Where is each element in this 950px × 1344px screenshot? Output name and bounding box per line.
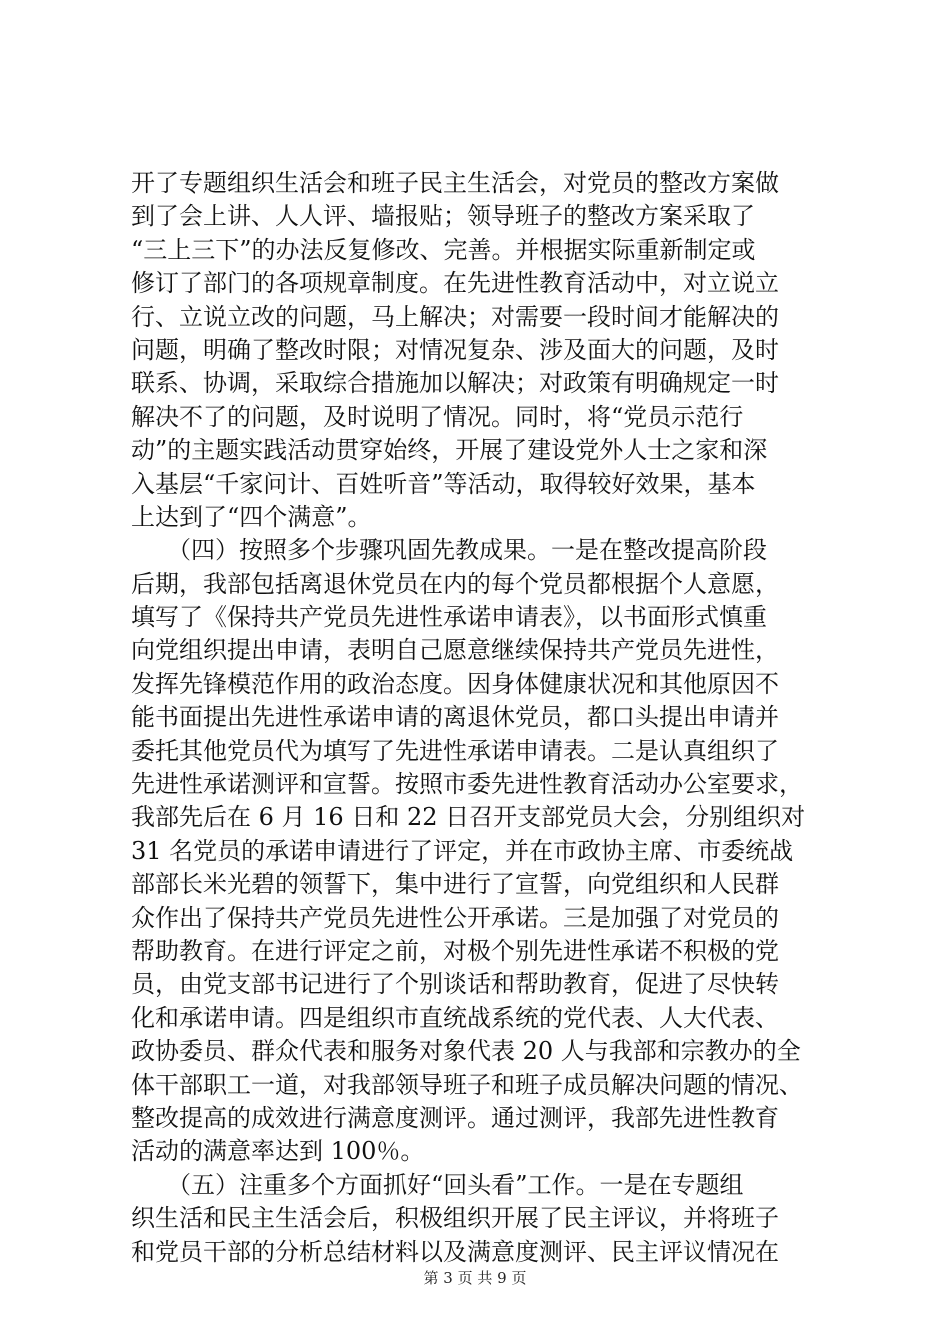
- text-line: 和党员干部的分析总结材料以及满意度测评、民主评议情况在: [131, 1237, 779, 1266]
- text-line: 修订了部门的各项规章制度。在先进性教育活动中，对立说立: [131, 269, 779, 298]
- text-line: 能书面提出先进性承诺申请的离退休党员，都口头提出申请并: [131, 703, 779, 732]
- text-line: 入基层“千家问计、百姓听音”等活动，取得较好效果，基本: [131, 469, 756, 498]
- text-line: 员，由党支部书记进行了个别谈话和帮助教育，促进了尽快转: [131, 970, 779, 999]
- text-line: 开了专题组织生活会和班子民主生活会，对党员的整改方案做: [131, 169, 779, 197]
- text-line: 活动的满意率达到 100％。: [131, 1137, 425, 1166]
- text-line: 帮助教育。在进行评定之前，对极个别先进性承诺不积极的党: [131, 936, 779, 965]
- text-line: 发挥先锋模范作用的政治态度。因身体健康状况和其他原因不: [131, 669, 779, 698]
- text-line: 众作出了保持共产党员先进性公开承诺。三是加强了对党员的: [131, 903, 779, 932]
- text-line: 向党组织提出申请，表明自己愿意继续保持共产党员先进性，: [131, 636, 779, 665]
- text-line: 填写了《保持共产党员先进性承诺申请表》，以书面形式慎重: [131, 603, 767, 632]
- text-line: 行、立说立改的问题，马上解决；对需要一段时间才能解决的: [131, 302, 779, 331]
- text-line: 上达到了“四个满意”。: [131, 502, 372, 531]
- text-line: 部部长米光碧的领誓下，集中进行了宣誓，向党组织和人民群: [131, 870, 779, 899]
- text-line: 31 名党员的承诺申请进行了评定，并在市政协主席、市委统战: [131, 836, 794, 865]
- text-line: 到了会上讲、人人评、墙报贴；领导班子的整改方案采取了: [131, 202, 755, 231]
- text-line: 政协委员、群众代表和服务对象代表 20 人与我部和宗教办的全: [131, 1037, 801, 1066]
- text-line: 后期，我部包括离退休党员在内的每个党员都根据个人意愿，: [131, 569, 779, 598]
- text-line: （五）注重多个方面抓好“回头看”工作。一是在专题组: [131, 1170, 744, 1199]
- text-line: 整改提高的成效进行满意度测评。通过测评，我部先进性教育: [131, 1103, 779, 1132]
- text-line: 问题，明确了整改时限；对情况复杂、涉及面大的问题，及时: [131, 335, 779, 364]
- text-line: 织生活和民主生活会后，积极组织开展了民主评议，并将班子: [131, 1204, 779, 1233]
- page-footer: 第 3 页 共 9 页: [423, 1269, 527, 1287]
- document-body: [131, 167, 831, 1269]
- text-line: 解决不了的问题，及时说明了情况。同时，将“党员示范行: [131, 402, 744, 431]
- text-line: （四）按照多个步骤巩固先教成果。一是在整改提高阶段: [131, 536, 767, 565]
- text-line: 体干部职工一道，对我部领导班子和班子成员解决问题的情况、: [131, 1070, 803, 1099]
- text-line: 动”的主题实践活动贯穿始终，开展了建设党外人士之家和深: [131, 436, 768, 465]
- text-line: 联系、协调，采取综合措施加以解决；对政策有明确规定一时: [131, 369, 779, 398]
- text-line: 先进性承诺测评和宣誓。按照市委先进性教育活动办公室要求，: [131, 770, 803, 799]
- text-line: 化和承诺申请。四是组织市直统战系统的党代表、人大代表、: [131, 1003, 779, 1032]
- text-line: 委托其他党员代为填写了先进性承诺申请表。二是认真组织了: [131, 736, 779, 765]
- text-line: “三上三下”的办法反复修改、完善。并根据实际重新制定或: [131, 235, 756, 264]
- text-line: 我部先后在 6 月 16 日和 22 日召开支部党员大会，分别组织对: [131, 803, 806, 832]
